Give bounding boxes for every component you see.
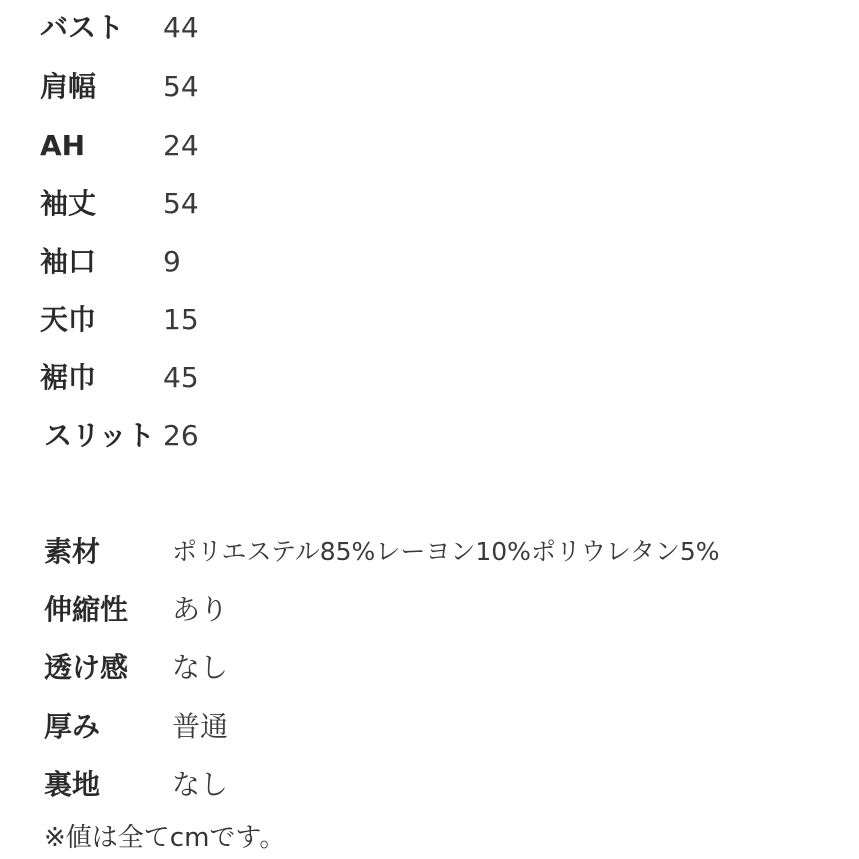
- property-value: なし: [172, 768, 229, 801]
- property-label: 裏地: [44, 768, 101, 801]
- property-value: あり: [172, 593, 229, 626]
- measurement-value: 54: [163, 70, 199, 103]
- measurement-value: 45: [163, 361, 199, 394]
- measurement-label: 裾巾: [40, 361, 97, 394]
- property-label: 素材: [44, 535, 101, 568]
- measurement-value: 24: [163, 129, 199, 162]
- property-label: 伸縮性: [44, 593, 129, 626]
- measurement-value: 54: [163, 187, 199, 220]
- measurement-label: 袖丈: [40, 187, 97, 220]
- property-label: 厚み: [44, 710, 101, 743]
- measurement-label: 肩幅: [40, 70, 97, 103]
- measurement-label: バスト: [40, 11, 125, 44]
- measurement-label: 天巾: [40, 303, 97, 336]
- measurement-value: 9: [163, 245, 181, 278]
- measurement-label: スリット: [44, 419, 155, 452]
- measurement-value: 15: [163, 303, 199, 336]
- measurement-label: AH: [40, 129, 86, 162]
- measurement-label: 袖口: [40, 245, 97, 278]
- property-value: なし: [172, 651, 229, 684]
- units-note: ※値は全てcmです。: [44, 823, 286, 853]
- property-label: 透け感: [44, 651, 129, 684]
- measurement-value: 26: [163, 419, 199, 452]
- property-value: ポリエステル85%レーヨン10%ポリウレタン5%: [172, 537, 720, 566]
- measurement-value: 44: [163, 11, 199, 44]
- property-value: 普通: [172, 710, 229, 743]
